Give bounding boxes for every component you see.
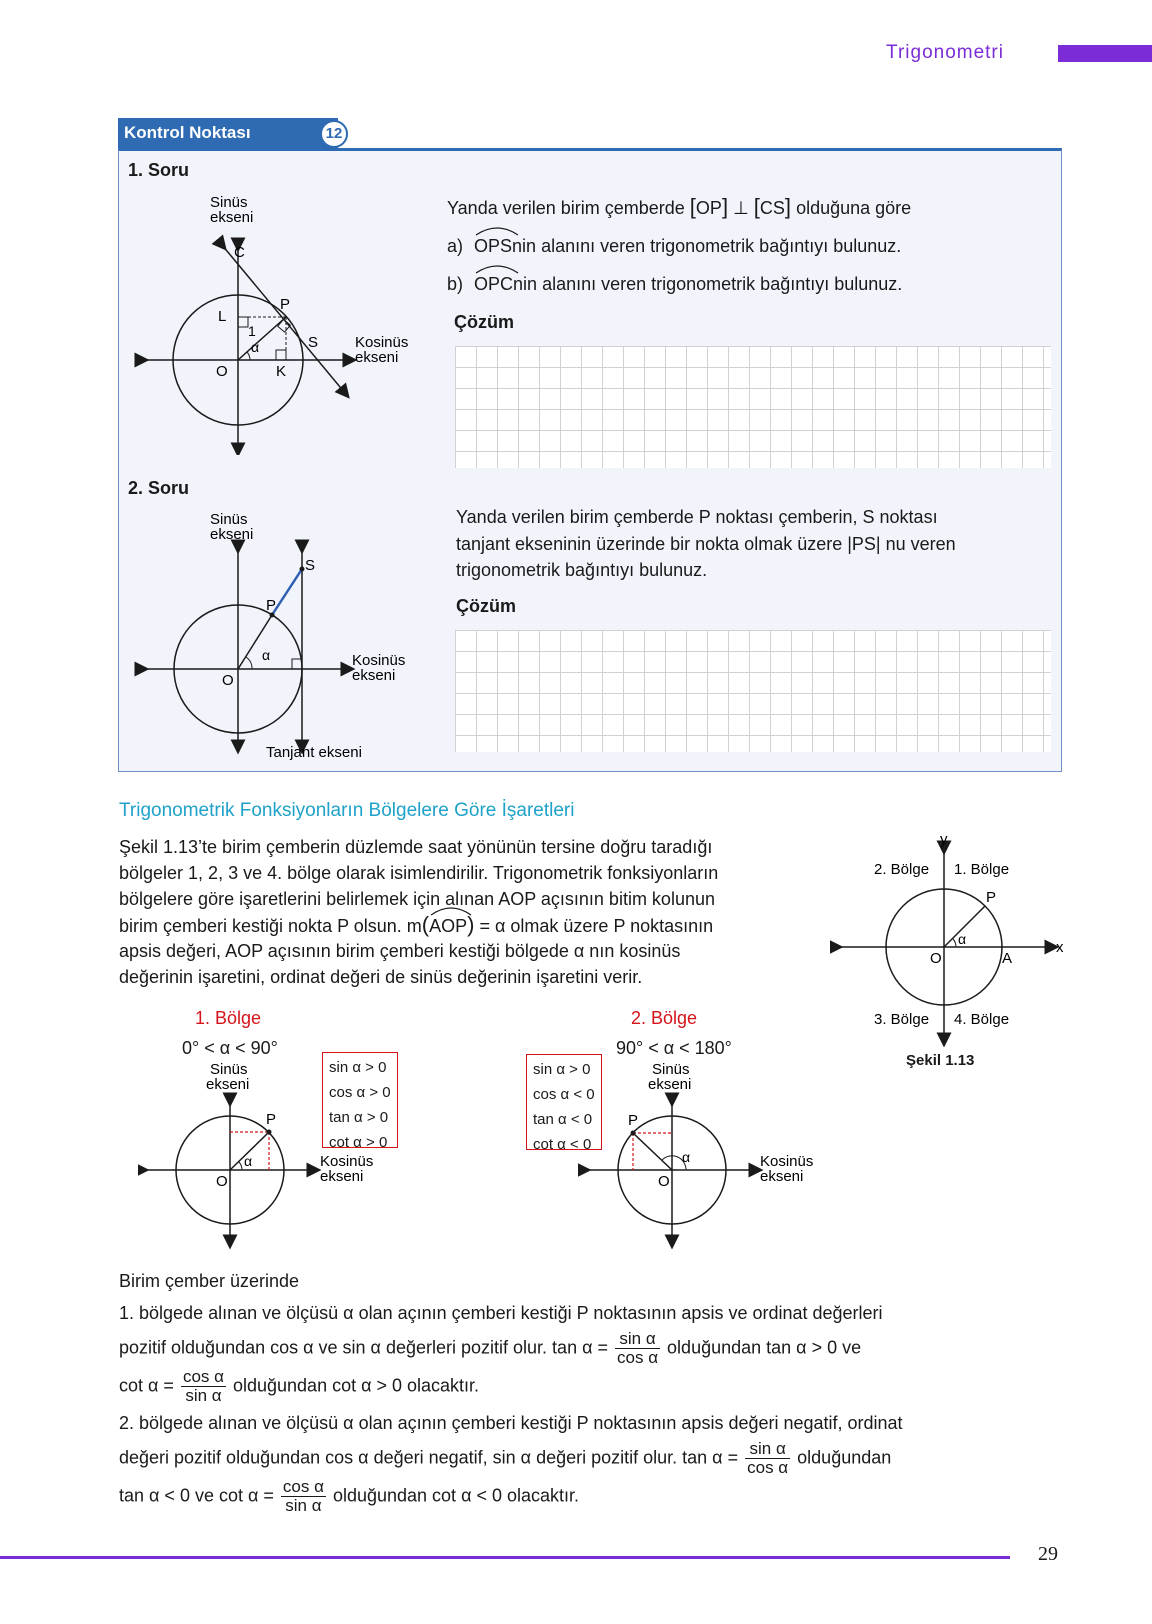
para-line-4a: birim çemberi kestiği nokta P olsun. m: [119, 916, 422, 936]
fig113-p-label: P: [986, 889, 997, 906]
explanation-line-5a: değeri pozitif olduğundan cos α değeri negatif, sin α değeri pozitif olur. tan α =: [119, 1447, 739, 1468]
explanation-line-2: [119, 1330, 861, 1367]
angle-aop: AOP: [429, 916, 468, 936]
explanation-line-1: 1. bölgede alınan ve ölçüsü α olan açının çemberi kestiği P noktasının apsis ve ordinat değerleri: [119, 1303, 883, 1323]
header-accent-bar: [1058, 45, 1152, 62]
segment-op: OP: [695, 198, 722, 218]
region-1-cot-sign: cot α > 0: [329, 1134, 388, 1151]
explanation-intro: Birim çember üzerinde: [119, 1271, 300, 1291]
region-2-o-label: O: [658, 1173, 670, 1190]
explanation-line-6: [119, 1478, 579, 1515]
para-line-4b: = α olmak üzere P noktasının: [479, 916, 714, 936]
explanation-line-3a: cot α =: [119, 1375, 174, 1396]
question-1-answer-grid[interactable]: [455, 346, 1051, 468]
tan-fraction-1: [615, 1330, 660, 1367]
explanation-line-6a: tan α < 0 ve cot α =: [119, 1485, 274, 1506]
segment-cs: CS: [759, 198, 785, 218]
angle-opc: OPC: [474, 274, 514, 294]
question-2-title: 2. Soru: [128, 478, 190, 498]
question-2-text-3: trigonometrik bağıntıyı bulunuz.: [456, 560, 708, 580]
region-2-alpha-label: α: [682, 1149, 691, 1165]
explanation-line-3: [119, 1368, 479, 1405]
quadrant-4-label: 4. Bölge: [954, 1011, 1010, 1028]
sine-axis-label-1: Sinüs: [210, 195, 248, 211]
tangent-axis-label: Tanjant ekseni: [266, 744, 362, 761]
region-2-figure: [578, 1062, 838, 1252]
region-1-cos-sign: cos α > 0: [329, 1084, 391, 1101]
tan-fraction-2: [745, 1440, 790, 1477]
region-1-range: 0° < α < 90°: [182, 1038, 278, 1058]
region-1-alpha-label: α: [244, 1153, 253, 1169]
section-title: Trigonometrik Fonksiyonların Bölgelere Göre İşaretleri: [119, 800, 575, 821]
question-1-figure: [130, 195, 440, 455]
fig113-y-label: y: [940, 831, 948, 848]
point-s-label: S: [308, 334, 319, 351]
fig113-o-label: O: [930, 950, 942, 967]
fraction-numerator: cos α: [282, 1477, 324, 1496]
region-2-range: 90° < α < 180°: [616, 1038, 732, 1058]
q2-point-s-label: S: [305, 557, 316, 574]
section-paragraph-line-5: apsis değeri, AOP açısının birim çemberi kestiği bölgede α nın kosinüs: [119, 941, 681, 961]
region-2-cos-label-2: ekseni: [760, 1168, 804, 1185]
fraction-denominator: sin α: [185, 1386, 222, 1405]
point-c-label: C: [234, 244, 245, 261]
q2-sine-axis-label-2: ekseni: [210, 526, 254, 543]
cos-axis-label-1: Kosinüs: [355, 334, 409, 351]
q2-cos-axis-label-2: ekseni: [352, 667, 396, 684]
section-paragraph-line-2: bölgeler 1, 2, 3 ve 4. bölge olarak isimlendirilir. Trigonometrik fonksiyonların: [119, 863, 719, 883]
region-2-tan-sign: tan α < 0: [533, 1111, 593, 1128]
kontrol-noktasi-label: Kontrol Noktası: [118, 118, 338, 148]
part-b-prefix: b): [447, 274, 464, 294]
region-2-sin-sign: sin α > 0: [533, 1061, 591, 1078]
angle-ops: OPS: [474, 236, 513, 256]
page-number: 29: [1038, 1543, 1058, 1565]
section-paragraph-line-1: Şekil 1.13’te birim çemberin düzlemde saat yönünün tersine doğru taradığı: [119, 837, 713, 857]
q2-cos-axis-label-1: Kosinüs: [352, 652, 406, 669]
question-2-figure: [130, 512, 430, 767]
region-1-o-label: O: [216, 1173, 228, 1190]
explanation-line-3b: olduğundan cot α > 0 olacaktır.: [232, 1375, 480, 1396]
part-a-text: nin alanını veren trigonometrik bağıntıyı bulunuz.: [512, 236, 902, 256]
footer-rule: [0, 1556, 1010, 1559]
radius-one-label: 1: [248, 323, 256, 339]
sine-axis-label-2: ekseni: [210, 209, 254, 226]
q1-intro-b: olduğuna göre: [796, 198, 912, 218]
question-1-part-b: [447, 271, 902, 297]
point-p-label: P: [280, 296, 291, 313]
region-1-p-label: P: [266, 1111, 277, 1128]
kontrol-noktasi-number: 12: [320, 120, 348, 148]
figure-1-13: [830, 830, 1070, 1070]
point-l-label: L: [218, 308, 227, 325]
region-1-cos-label-1: Kosinüs: [320, 1153, 374, 1170]
q2-alpha-label: α: [262, 647, 271, 663]
perpendicular-symbol: ⊥: [733, 198, 749, 218]
question-1-part-a: [447, 233, 901, 259]
region-2-cos-label-1: Kosinüs: [760, 1153, 814, 1170]
explanation-line-5: [119, 1440, 891, 1477]
fig113-alpha-label: α: [958, 931, 967, 947]
region-1-sine-label-2: ekseni: [206, 1076, 250, 1093]
point-o-label: O: [216, 363, 228, 380]
fraction-numerator: cos α: [182, 1367, 224, 1386]
region-2-title: 2. Bölge: [631, 1008, 698, 1028]
question-2-answer-grid[interactable]: [455, 630, 1051, 752]
fraction-denominator: sin α: [285, 1496, 322, 1515]
explanation-line-2b: olduğundan tan α > 0 ve: [667, 1337, 862, 1358]
question-2-text-2: tanjant ekseninin üzerinde bir nokta olmak üzere |PS| nu veren: [456, 534, 956, 554]
question-1-intro: Yanda verilen birim çemberde [OP] ⊥ [CS] olduğuna göre: [447, 194, 912, 219]
part-b-text: nin alanını veren trigonometrik bağıntıyı bulunuz.: [513, 274, 903, 294]
cos-axis-label-2: ekseni: [355, 349, 399, 366]
figure-1-13-caption: Şekil 1.13: [906, 1052, 975, 1069]
quadrant-3-label: 3. Bölge: [874, 1011, 930, 1028]
quadrant-2-label: 2. Bölge: [874, 861, 930, 878]
cot-fraction-1: [181, 1368, 226, 1405]
section-paragraph-line-3: bölgelere göre işaretlerini belirlemek için alınan AOP açısının bitim kolunun: [119, 889, 715, 909]
q2-point-o-label: O: [222, 672, 234, 689]
fig113-a-label: A: [1002, 950, 1013, 967]
explanation-line-4: 2. bölgede alınan ve ölçüsü α olan açının çemberi kestiği P noktasının apsis değeri negatif, ordinat: [119, 1413, 903, 1433]
region-1-sine-label-1: Sinüs: [210, 1062, 248, 1078]
question-2-text-1: Yanda verilen birim çemberde P noktası çemberin, S noktası: [456, 507, 938, 527]
question-1-title: 1. Soru: [128, 160, 190, 180]
region-2-sine-label-1: Sinüs: [652, 1062, 690, 1078]
region-1-title: 1. Bölge: [195, 1008, 262, 1028]
q1-intro-a: Yanda verilen birim çemberde: [447, 198, 685, 218]
chapter-title: Trigonometri: [886, 42, 1004, 63]
section-paragraph-line-4: birim çemberi kestiği nokta P olsun. m(AOP ) = α olmak üzere P noktasının: [119, 912, 713, 939]
cot-fraction-2: [281, 1478, 326, 1515]
q2-point-p-label: P: [266, 597, 277, 614]
region-2-cot-sign: cot α < 0: [533, 1136, 592, 1153]
region-1-tan-sign: tan α > 0: [329, 1109, 389, 1126]
section-paragraph-line-6: değerinin işaretini, ordinat değeri de sinüs değerinin işaretini verir.: [119, 967, 643, 987]
alpha-label: α: [251, 339, 260, 355]
explanation-line-6b: olduğundan cot α < 0 olacaktır.: [332, 1485, 580, 1506]
fraction-denominator: cos α: [747, 1458, 789, 1477]
fraction-numerator: sin α: [615, 1330, 660, 1349]
region-2-sine-label-2: ekseni: [648, 1076, 692, 1093]
region-1-figure: [138, 1062, 398, 1252]
region-1-sin-sign: sin α > 0: [329, 1059, 387, 1076]
fig113-x-label: x: [1056, 939, 1064, 956]
explanation-line-2a: pozitif olduğundan cos α ve sin α değerleri pozitif olur. tan α =: [119, 1337, 608, 1358]
q2-sine-axis-label-1: Sinüs: [210, 512, 248, 528]
quadrant-1-label: 1. Bölge: [954, 861, 1010, 878]
part-a-prefix: a): [447, 236, 464, 256]
region-2-p-label: P: [628, 1112, 639, 1129]
fraction-numerator: sin α: [745, 1440, 790, 1459]
question-1-solution-label: Çözüm: [454, 312, 514, 332]
question-2-solution-label: Çözüm: [456, 596, 516, 616]
region-1-cos-label-2: ekseni: [320, 1168, 364, 1185]
region-2-cos-sign: cos α < 0: [533, 1086, 595, 1103]
fraction-denominator: cos α: [617, 1348, 659, 1367]
explanation-line-5b: olduğundan: [797, 1447, 892, 1468]
point-k-label: K: [276, 363, 287, 380]
